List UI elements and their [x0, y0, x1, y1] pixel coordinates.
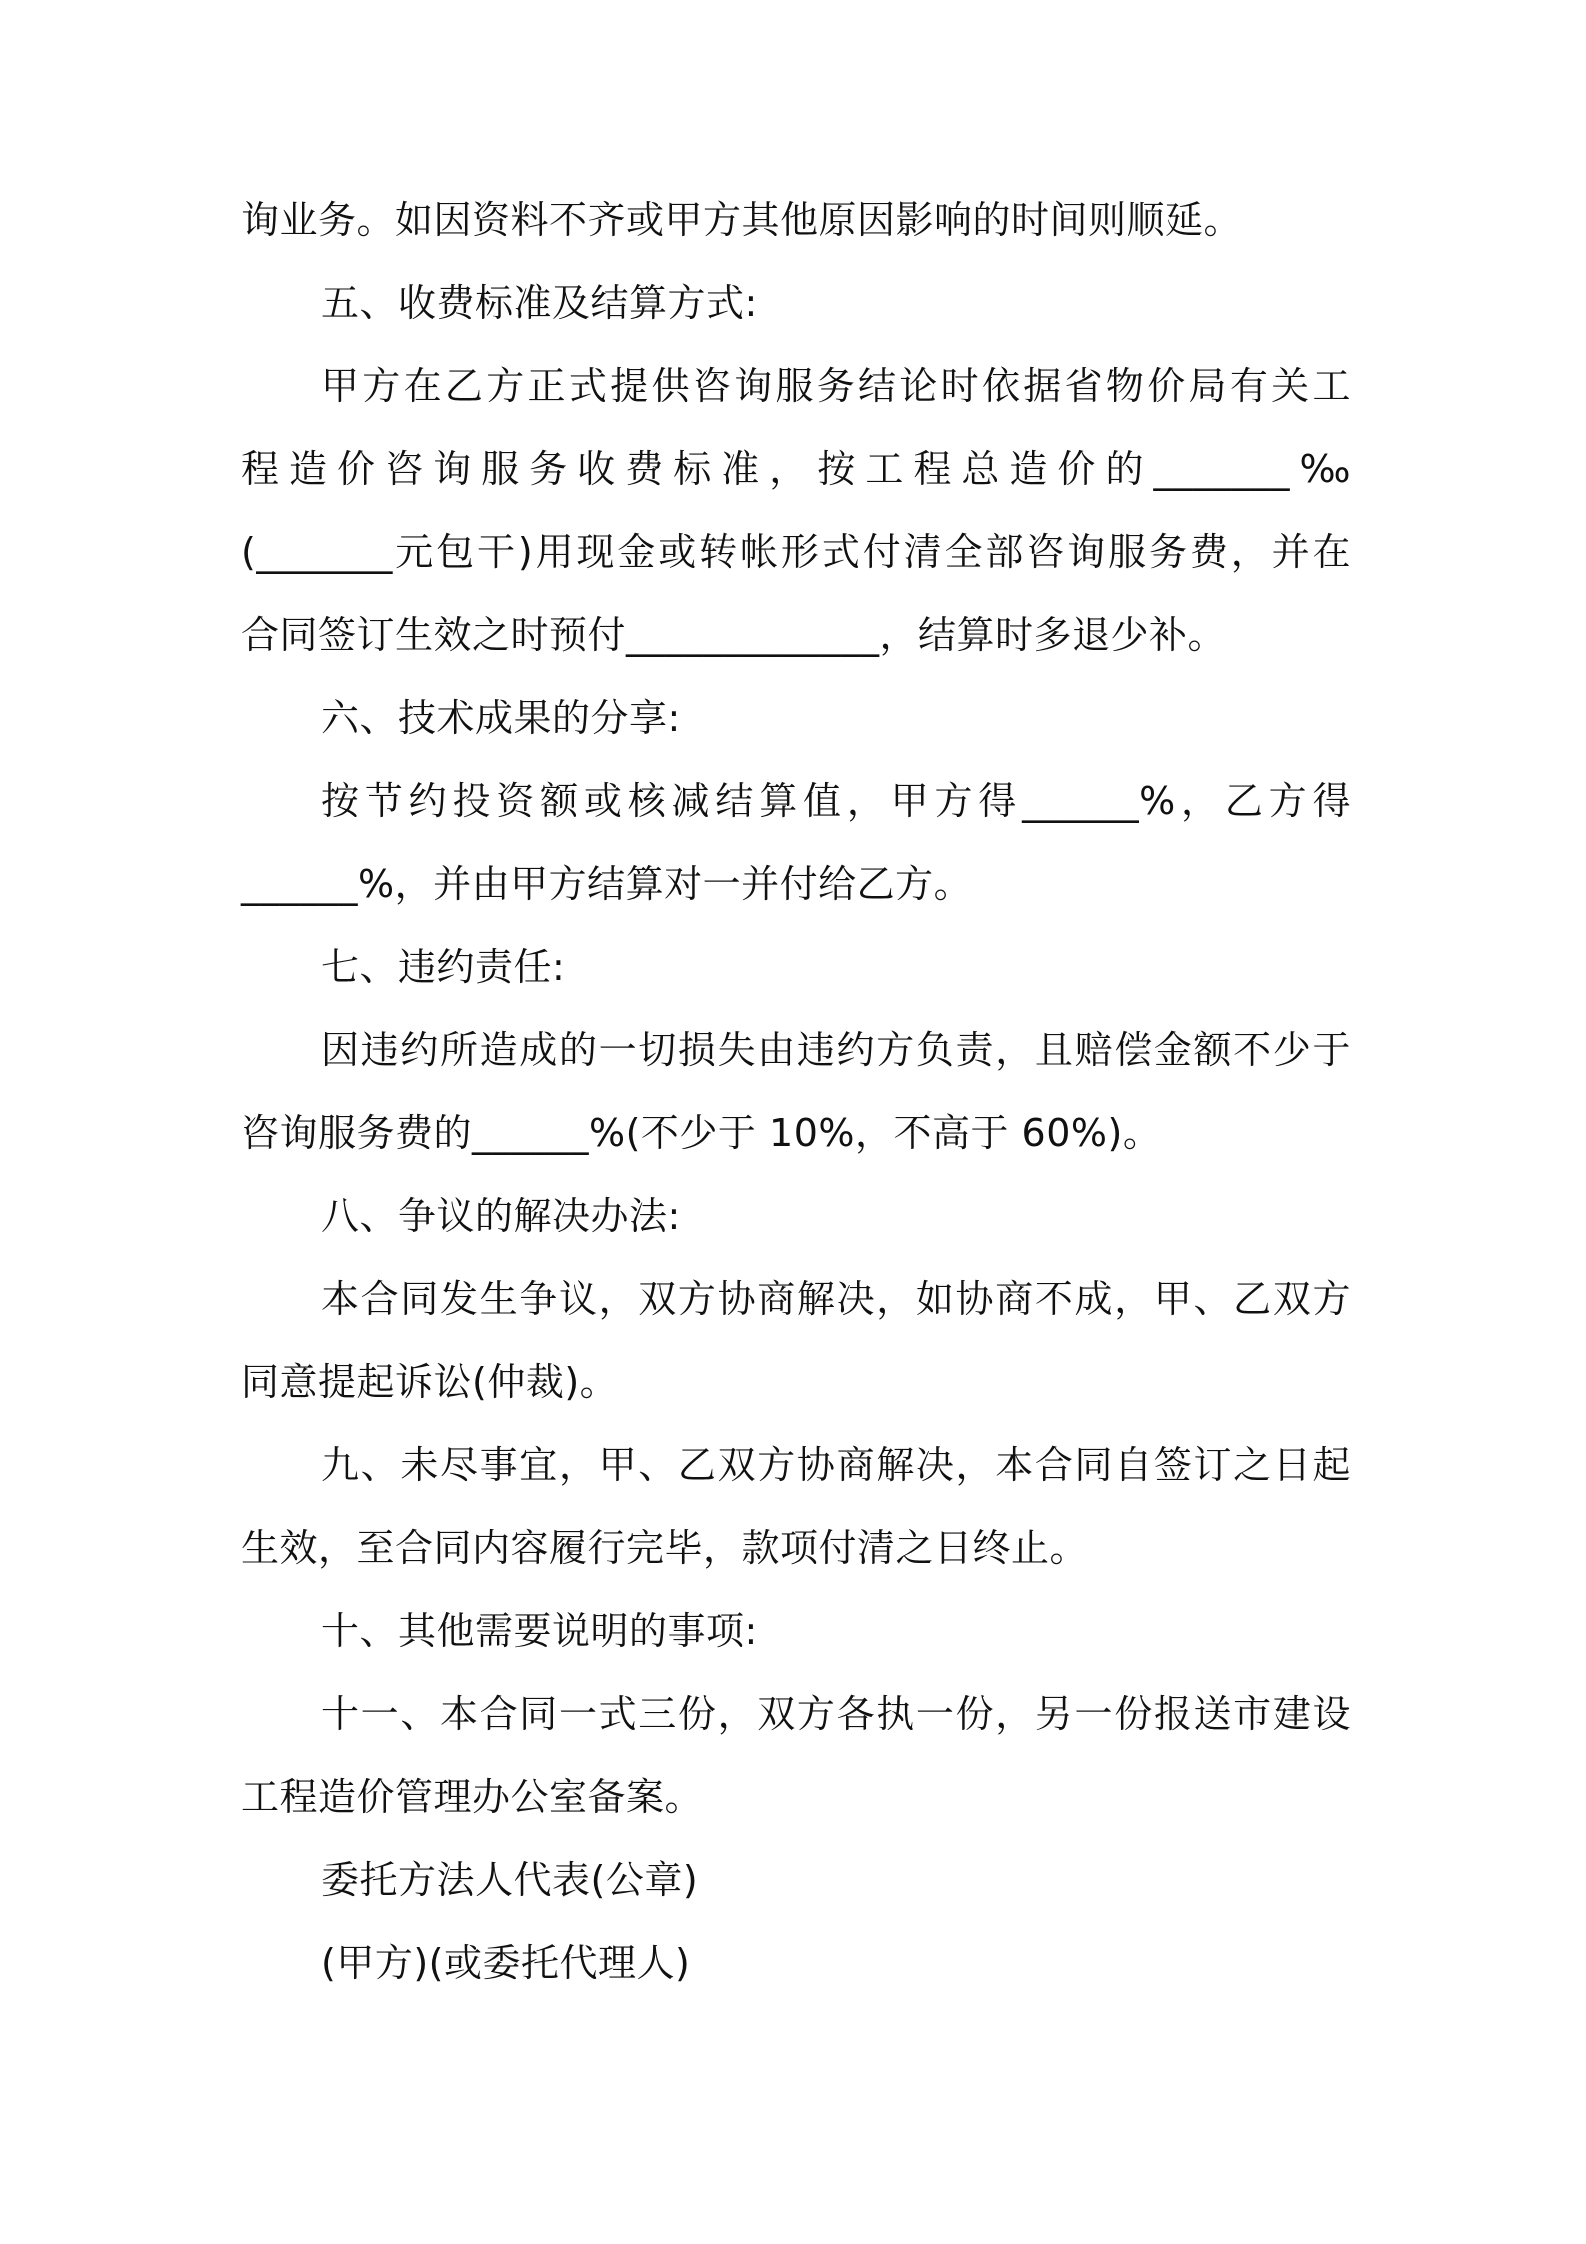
text-line-5: (_______元包干)用现金或转帐形式付清全部咨询服务费，并在: [241, 530, 1351, 574]
signature-label-party-a: (甲方)(或委托代理人): [321, 1941, 691, 1985]
section-heading-6: 六、技术成果的分享:: [321, 696, 681, 740]
section-heading-5: 五、收费标准及结算方式:: [321, 281, 758, 325]
text-line-9: ______%，并由甲方结算对一并付给乙方。: [241, 862, 973, 906]
text-line-11: 因违约所造成的一切损失由违约方负责，且赔偿金额不少于: [321, 1028, 1351, 1072]
text-line-1: 询业务。如因资料不齐或甲方其他原因影响的时间则顺延。: [241, 198, 1243, 242]
section-heading-10: 十、其他需要说明的事项:: [321, 1609, 758, 1653]
text-line-17: 生效，至合同内容履行完毕，款项付清之日终止。: [241, 1526, 1089, 1570]
text-line-20: 工程造价管理办公室备案。: [241, 1775, 704, 1819]
text-line-15: 同意提起诉讼(仲裁)。: [241, 1360, 619, 1404]
text-line-6: 合同签订生效之时预付_____________，结算时多退少补。: [241, 613, 1227, 657]
text-line-14: 本合同发生争议，双方协商解决，如协商不成，甲、乙双方: [321, 1277, 1351, 1321]
text-line-3: 甲方在乙方正式提供咨询服务结论时依据省物价局有关工: [321, 364, 1351, 408]
text-line-4: 程造价咨询服务收费标准，按工程总造价的_______‰: [241, 447, 1351, 491]
section-heading-9: 九、未尽事宜，甲、乙双方协商解决，本合同自签订之日起: [321, 1443, 1351, 1487]
section-heading-11: 十一、本合同一式三份，双方各执一份，另一份报送市建设: [321, 1692, 1351, 1736]
signature-label-principal: 委托方法人代表(公章): [321, 1858, 699, 1902]
section-heading-7: 七、违约责任:: [321, 945, 566, 989]
text-line-12: 咨询服务费的______%(不少于 10%，不高于 60%)。: [241, 1111, 1162, 1155]
text-line-8: 按节约投资额或核减结算值，甲方得______%，乙方得: [321, 779, 1351, 823]
section-heading-8: 八、争议的解决办法:: [321, 1194, 681, 1238]
